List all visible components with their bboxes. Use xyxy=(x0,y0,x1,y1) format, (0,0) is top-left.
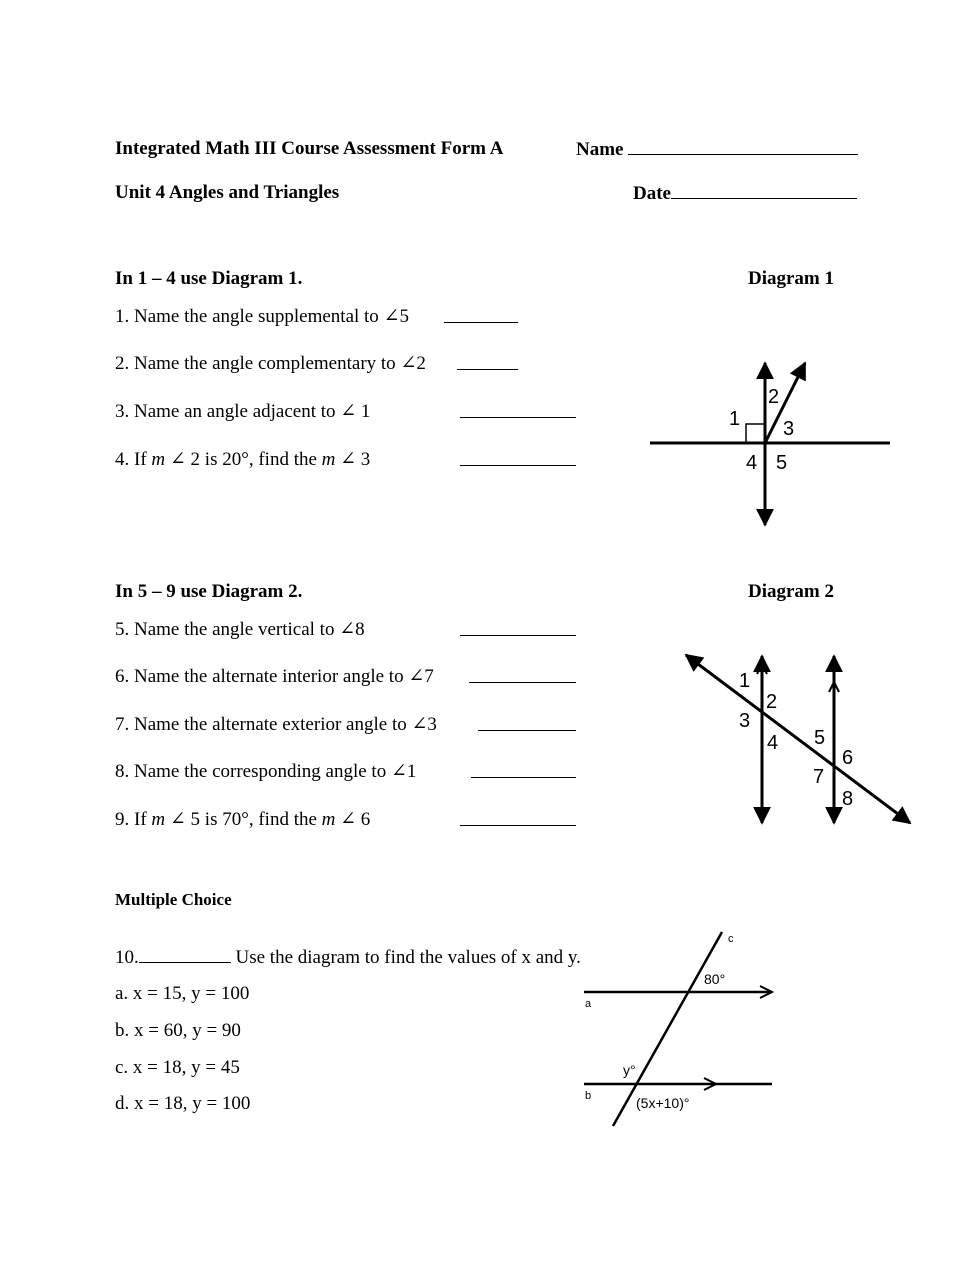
question-9-m1: m xyxy=(151,809,166,830)
diagram1-label: Diagram 1 xyxy=(748,268,835,289)
question-1-angle: ∠5 xyxy=(383,306,409,327)
date-label xyxy=(633,182,857,205)
name-blank[interactable] xyxy=(628,138,858,155)
date-label-text: Date xyxy=(633,183,671,204)
question-6-angle: ∠7 xyxy=(408,666,434,687)
diagram2-label-6: 6 xyxy=(842,747,854,769)
diagram1-label-3: 3 xyxy=(783,418,795,440)
question-9-num: 9. If xyxy=(115,809,152,830)
question-4-num: 4. If xyxy=(115,449,152,470)
question-4-m1: m xyxy=(151,449,166,470)
question-5-text: 5. Name the angle vertical to xyxy=(115,619,340,640)
date-blank[interactable] xyxy=(671,182,857,199)
name-label-text: Name xyxy=(576,139,624,160)
diagram-3 xyxy=(580,928,780,1133)
diagram3-label-b: b xyxy=(585,1090,592,1102)
question-2-text: 2. Name the angle complementary to xyxy=(115,353,401,374)
question-9 xyxy=(115,808,370,831)
diagram3-angle-expression: (5x+10)° xyxy=(636,1095,690,1111)
question-1-text: 1. Name the angle supplemental to xyxy=(115,306,384,327)
diagram-1 xyxy=(645,355,905,535)
name-label xyxy=(576,138,858,161)
question-9-part1: ∠ 5 is 70°, find the xyxy=(169,809,322,830)
answer-blank-10[interactable] xyxy=(139,946,231,963)
question-1 xyxy=(115,305,409,328)
question-4 xyxy=(115,448,370,471)
question-7-angle: ∠3 xyxy=(411,714,437,735)
diagram2-label: Diagram 2 xyxy=(748,581,835,602)
diagram2-label-8: 8 xyxy=(842,788,854,810)
right-angle-mark xyxy=(746,424,765,443)
question-9-m2: m xyxy=(321,809,336,830)
answer-blank-2[interactable] xyxy=(457,353,518,370)
diagram1-label-2: 2 xyxy=(768,386,780,408)
diagram1-label-5: 5 xyxy=(776,452,788,474)
diagram1-label-1: 1 xyxy=(729,408,741,430)
question-5 xyxy=(115,618,365,641)
option-c[interactable]: c. x = 18, y = 45 xyxy=(115,1057,240,1078)
question-3-text: 3. Name an angle adjacent to xyxy=(115,401,341,422)
diagram2-label-2: 2 xyxy=(766,691,778,713)
answer-blank-6[interactable] xyxy=(469,666,576,683)
diagram2-transversal xyxy=(686,655,910,823)
answer-blank-1[interactable] xyxy=(444,306,518,323)
question-10 xyxy=(115,946,581,969)
option-b[interactable]: b. x = 60, y = 90 xyxy=(115,1020,241,1041)
diagram3-label-c: c xyxy=(728,933,734,945)
diagram3-angle-80: 80° xyxy=(704,971,726,987)
question-9-part2: ∠ 6 xyxy=(340,809,371,830)
diagram2-label-1: 1 xyxy=(739,670,751,692)
question-6 xyxy=(115,665,434,688)
question-2-angle: ∠2 xyxy=(400,353,426,374)
question-8-angle: ∠1 xyxy=(390,761,417,782)
question-8-text: 8. Name the corresponding angle to xyxy=(115,761,391,782)
unit-title: Unit 4 Angles and Triangles xyxy=(115,182,340,203)
question-7 xyxy=(115,713,437,736)
question-4-part2: ∠ 3 xyxy=(340,449,371,470)
answer-blank-3[interactable] xyxy=(460,401,576,418)
diagram1-label-4: 4 xyxy=(746,452,758,474)
question-4-m2: m xyxy=(321,449,336,470)
diagram3-label-a: a xyxy=(585,998,592,1010)
option-d[interactable]: d. x = 18, y = 100 xyxy=(115,1093,251,1114)
question-3-angle: ∠ 1 xyxy=(340,401,371,422)
multiple-choice-heading: Multiple Choice xyxy=(115,890,232,909)
diagram3-angle-y: y° xyxy=(623,1062,636,1078)
question-7-text: 7. Name the alternate exterior angle to xyxy=(115,714,412,735)
option-a[interactable]: a. x = 15, y = 100 xyxy=(115,983,250,1004)
question-10-text: Use the diagram to find the values of x and y. xyxy=(235,947,581,968)
answer-blank-8[interactable] xyxy=(471,761,576,778)
question-8 xyxy=(115,760,416,783)
section1-intro: In 1 – 4 use Diagram 1. xyxy=(115,268,303,289)
diagram-2 xyxy=(680,648,920,833)
diagram2-label-4: 4 xyxy=(767,732,779,754)
diagram2-label-5: 5 xyxy=(814,727,826,749)
question-6-text: 6. Name the alternate interior angle to xyxy=(115,666,409,687)
answer-blank-4[interactable] xyxy=(460,449,576,466)
diagram2-label-7: 7 xyxy=(813,766,825,788)
question-2 xyxy=(115,352,426,375)
question-4-part1: ∠ 2 is 20°, find the xyxy=(169,449,322,470)
question-5-angle: ∠8 xyxy=(339,619,365,640)
course-title: Integrated Math III Course Assessment Form A xyxy=(115,138,504,159)
answer-blank-5[interactable] xyxy=(460,619,576,636)
question-3 xyxy=(115,400,370,423)
question-10-num: 10. xyxy=(115,947,139,968)
answer-blank-7[interactable] xyxy=(478,714,576,731)
section2-intro: In 5 – 9 use Diagram 2. xyxy=(115,581,303,602)
answer-blank-9[interactable] xyxy=(460,809,576,826)
diagram2-label-3: 3 xyxy=(739,710,751,732)
